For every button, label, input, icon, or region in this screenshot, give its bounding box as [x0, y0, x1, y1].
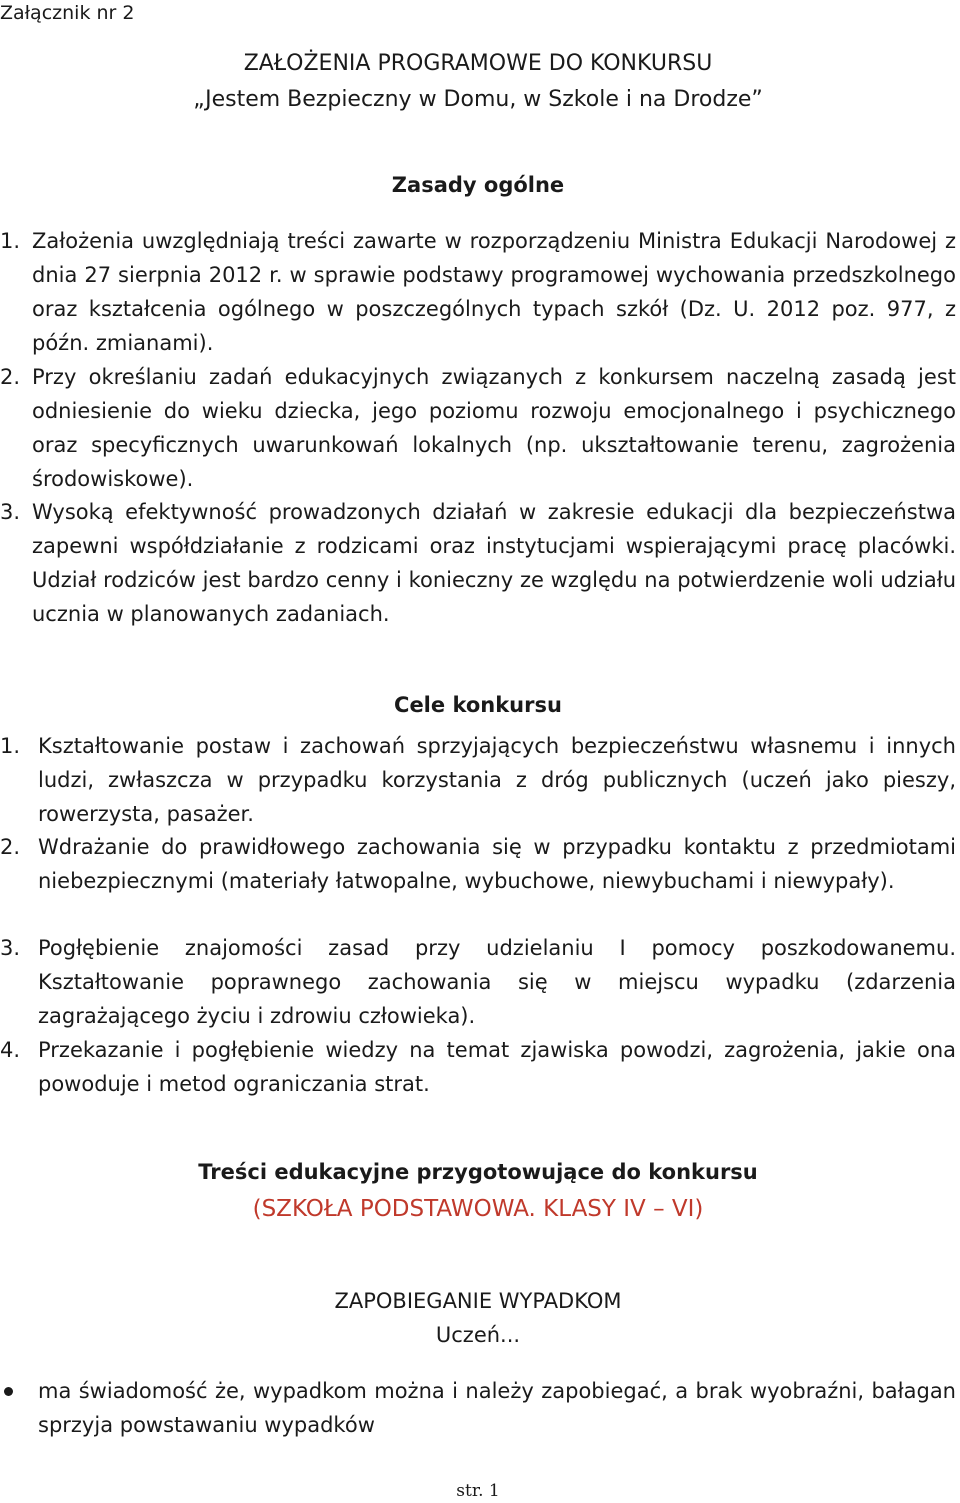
goals-item-text: Pogłębienie znajomości zasad przy udzielaniu I pomocy poszkodowanemu. Kształtowanie poprawnego zachowania się w miejscu wypadku (zdarzenia zagrażającego życiu i zdrowiu człowieka). — [38, 936, 956, 1028]
general-item-text: Wysoką efektywność prowadzonych działań w zakresie edukacji dla bezpieczeństwa zapewni współdziałanie z rodzicami oraz instytucjami wspierającymi pracę placówki. Udział rodziców jest bardzo cenny i konieczny ze względu na potwierdzenie woli udziału ucznia w planowanych zadaniach. — [32, 500, 956, 626]
school-level: (SZKOŁA PODSTAWOWA. KLASY IV – VI) — [252, 1196, 704, 1222]
list-item — [0, 1374, 956, 1442]
goals-item-1 — [0, 729, 956, 831]
goals-heading: Cele konkursu — [394, 693, 562, 717]
student-label: Uczeń... — [435, 1323, 521, 1347]
document-title — [0, 46, 956, 118]
page-number: str. 1 — [456, 1481, 500, 1501]
topic-heading: ZAPOBIEGANIE WYPADKOM — [334, 1289, 622, 1313]
goals-item-3 — [0, 931, 956, 1033]
general-item-text: Przy określaniu zadań edukacyjnych związanych z konkursem naczelną zasadą jest odniesienie do wieku dziecka, jego poziomu rozwoju emocjonalnego i psychicznego oraz specyficznych uwarunkowań lokalnych (np. ukształtowanie terenu, zagrożenia środowiskowe). — [32, 365, 956, 491]
title-line-2: „Jestem Bezpieczny w Domu, w Szkole i na Drodze” — [193, 87, 763, 112]
bullet-icon — [4, 1387, 13, 1396]
goals-item-4 — [0, 1033, 956, 1101]
goals-item-text: Przekazanie i pogłębienie wiedzy na temat zjawiska powodzi, zagrożenia, jakie ona powoduje i metod ograniczania strat. — [38, 1038, 956, 1096]
bullet-text: ma świadomość że, wypadkom można i należy zapobiegać, a brak wyobraźni, bałagan sprzyja powstawaniu wypadków — [38, 1379, 956, 1437]
general-item-3 — [0, 495, 956, 631]
general-item-number: 1. — [0, 229, 21, 253]
general-item-2 — [0, 360, 956, 496]
general-item-number: 3. — [0, 500, 21, 524]
goals-item-2 — [0, 830, 956, 898]
goals-item-text: Kształtowanie postaw i zachowań sprzyjających bezpieczeństwu własnemu i innych ludzi, zwłaszcza w przypadku korzystania z dróg publicznych (uczeń jako pieszy, rowerzysta, pasażer. — [38, 734, 956, 826]
general-item-text: Założenia uwzględniają treści zawarte w rozporządzeniu Ministra Edukacji Narodowej z dnia 27 sierpnia 2012 r. w sprawie podstawy programowej wychowania przedszkolnego oraz kształcenia ogólnego w poszczególnych typach szkół (Dz. U. 2012 poz. 977, z późn. zmianami). — [32, 229, 956, 355]
content-heading: Treści edukacyjne przygotowujące do konkursu — [198, 1160, 758, 1184]
general-item-number: 2. — [0, 365, 21, 389]
general-item-1 — [0, 224, 956, 360]
attachment-label: Załącznik nr 2 — [0, 2, 135, 24]
goals-item-number: 2. — [0, 835, 21, 859]
goals-item-number: 1. — [0, 734, 21, 758]
title-line-1: ZAŁOŻENIA PROGRAMOWE DO KONKURSU — [243, 51, 713, 76]
goals-item-number: 3. — [0, 936, 21, 960]
goals-item-text: Wdrażanie do prawidłowego zachowania się w przypadku kontaktu z przedmiotami niebezpiecznymi (materiały łatwopalne, wybuchowe, niewybuchami i niewypały). — [38, 835, 956, 893]
general-heading: Zasady ogólne — [391, 173, 565, 197]
goals-item-number: 4. — [0, 1038, 21, 1062]
